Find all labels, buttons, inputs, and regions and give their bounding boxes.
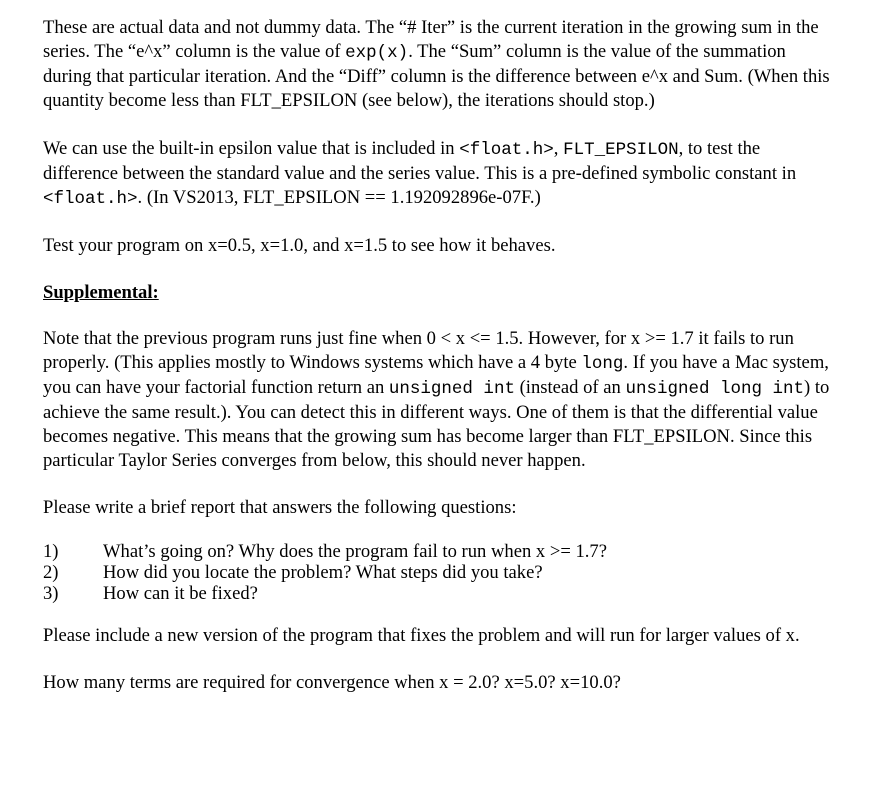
list-number: 3)	[43, 583, 59, 604]
text-run: , to test the difference between the standard value and the series value. This is a pre-defined symbolic constant in	[43, 138, 797, 184]
list-item	[43, 562, 833, 583]
document-page	[43, 16, 833, 695]
code-exp: exp(x)	[345, 43, 409, 63]
code-unsigned-int: unsigned int	[388, 379, 515, 399]
list-text: How did you locate the problem? What steps did you take?	[103, 562, 543, 583]
list-text: How can it be fixed?	[103, 583, 258, 604]
text-run: ,	[553, 138, 564, 159]
text-run: We can use the built-in epsilon value that is included in	[43, 138, 460, 159]
paragraph-new-version: Please include a new version of the program that fixes the problem and will run for larger values of x.	[43, 625, 800, 646]
paragraph-test-program: Test your program on x=0.5, x=1.0, and x=1.5 to see how it behaves.	[43, 235, 556, 256]
text-run: . (In VS2013, FLT_EPSILON == 1.192092896e-07F.)	[137, 187, 541, 208]
section-heading-supplemental: Supplemental:	[43, 282, 159, 303]
text-run: These are actual data and not dummy data. The “# Iter” is the current iteration in the growing sum in the series. The “e^x” column is the value of	[43, 17, 819, 62]
paragraph-data-description	[43, 16, 833, 113]
code-unsigned-long-int: unsigned long int	[625, 379, 804, 399]
list-number: 2)	[43, 562, 59, 583]
text-run: Note that the previous program runs just fine when 0 < x <= 1.5. However, for x >= 1.7 it fails to run properly. (This applies mostly to Windows systems which have a 4 byte	[43, 328, 794, 373]
code-float-h: <float.h>	[459, 140, 554, 160]
code-float-h: <float.h>	[43, 189, 138, 209]
list-text: What’s going on? Why does the program fail to run when x >= 1.7?	[103, 541, 607, 562]
list-item	[43, 583, 833, 604]
text-run: . If you have a Mac system, you can have your factorial function return an	[43, 352, 829, 398]
code-flt-epsilon: FLT_EPSILON	[563, 140, 679, 160]
paragraph-convergence-question: How many terms are required for convergence when x = 2.0? x=5.0? x=10.0?	[43, 672, 621, 693]
text-run: (instead of an	[514, 377, 626, 398]
paragraph-note	[43, 327, 833, 473]
list-item	[43, 541, 833, 562]
text-run: ) to achieve the same result.). You can detect this in different ways. One of them is that the differential value becomes negative. This means that the growing sum has become larger than FLT_EPSILON. Since this particular Taylor Series converges from below, this should never happen.	[43, 377, 830, 471]
code-long: long	[581, 354, 624, 374]
text-run: . The “Sum” column is the value of the summation during that particular iteration. And the “Diff” column is the difference between e^x and Sum. (When this quantity become less than FLT_EPSILON (see below), the iterations should stop.)	[43, 41, 830, 111]
paragraph-report-request: Please write a brief report that answers the following questions:	[43, 497, 517, 518]
list-number: 1)	[43, 541, 59, 562]
question-list	[43, 541, 833, 604]
paragraph-flt-epsilon	[43, 137, 833, 211]
